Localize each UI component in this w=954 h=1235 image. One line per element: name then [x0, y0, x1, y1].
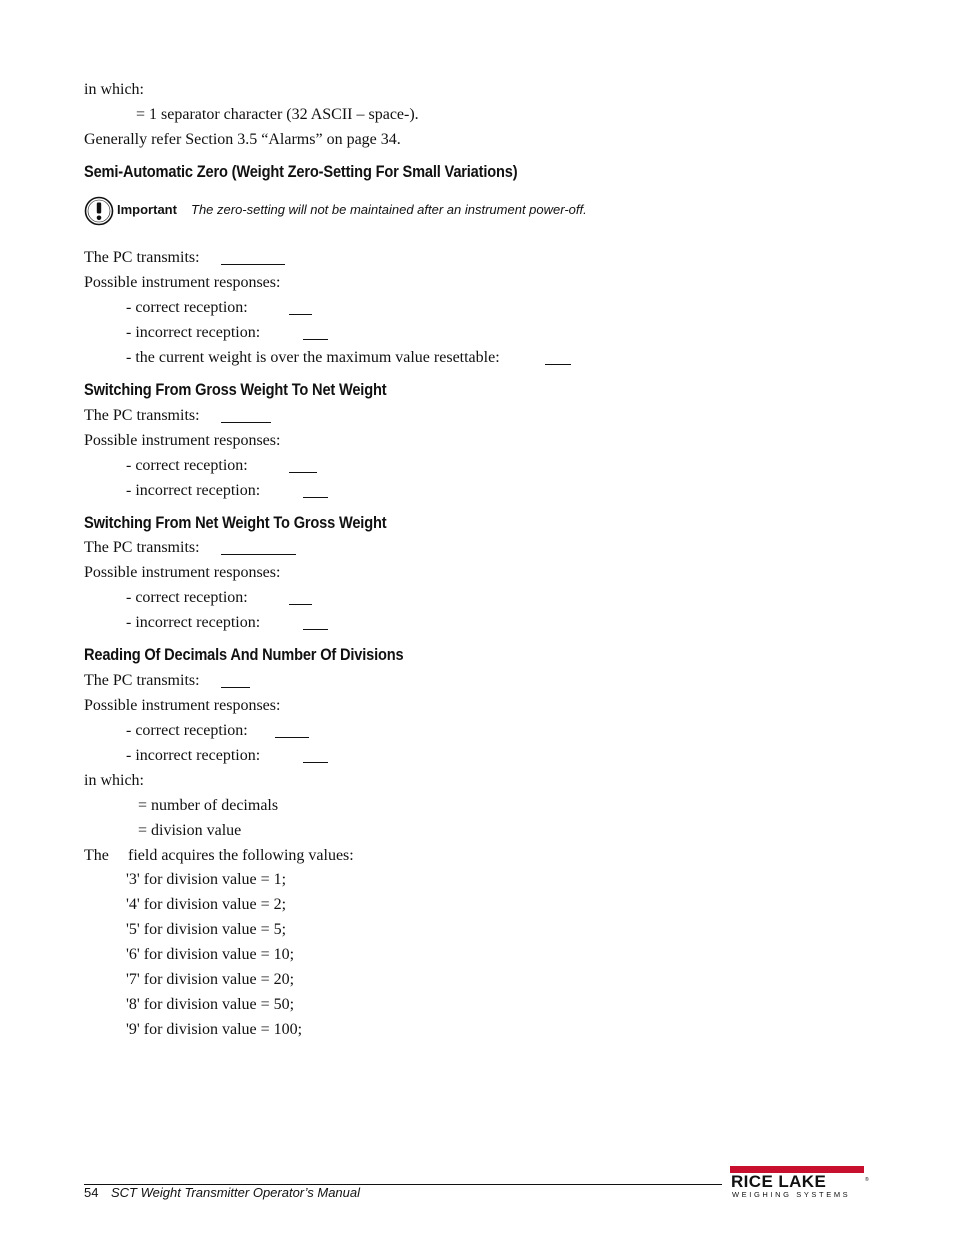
command-blank — [221, 264, 285, 265]
decimals-definition: = number of decimals — [138, 797, 279, 814]
responses-label: Possible instrument responses: — [84, 432, 281, 449]
in-which-label: in which: — [84, 772, 144, 789]
command-blank — [221, 554, 296, 555]
important-icon — [84, 196, 114, 226]
correct-reception-label: - correct reception: — [126, 722, 248, 739]
logo-brand-text: RICE LAKE — [731, 1172, 827, 1191]
responses-label: Possible instrument responses: — [84, 697, 281, 714]
correct-reception-label: - correct reception: — [126, 299, 248, 316]
section-heading-gross-to-net: Switching From Gross Weight To Net Weight — [84, 380, 387, 399]
response-blank — [303, 497, 328, 498]
division-value-item: '6' for division value = 10; — [126, 946, 295, 963]
response-blank — [303, 339, 328, 340]
response-blank — [289, 472, 317, 473]
pc-transmits-label: The PC transmits: — [84, 407, 200, 424]
separator-definition: = 1 separator character (32 ASCII – space-). — [136, 106, 419, 123]
in-which-label: in which: — [84, 81, 144, 98]
response-blank — [303, 762, 328, 763]
section-heading-semi-automatic-zero: Semi-Automatic Zero (Weight Zero-Setting For Small Variations) — [84, 162, 518, 181]
rice-lake-logo — [730, 1166, 868, 1200]
manual-title: SCT Weight Transmitter Operator’s Manual — [111, 1185, 361, 1200]
response-blank — [289, 314, 312, 315]
division-definition: = division value — [138, 822, 242, 839]
pc-transmits-label: The PC transmits: — [84, 539, 200, 556]
alarms-reference: Generally refer Section 3.5 “Alarms” on page 34. — [84, 131, 401, 148]
incorrect-reception-label: - incorrect reception: — [126, 747, 261, 764]
division-value-item: '9' for division value = 100; — [126, 1021, 303, 1038]
division-value-item: '8' for division value = 50; — [126, 996, 295, 1013]
response-blank — [545, 364, 571, 365]
command-blank — [221, 687, 250, 688]
field-the-word: The — [84, 847, 109, 864]
section-heading-decimals-divisions: Reading Of Decimals And Number Of Divisions — [84, 645, 404, 664]
important-label: Important — [117, 202, 177, 217]
response-blank — [289, 604, 312, 605]
over-max-label: - the current weight is over the maximum value resettable: — [126, 349, 500, 366]
division-value-item: '4' for division value = 2; — [126, 896, 287, 913]
incorrect-reception-label: - incorrect reception: — [126, 614, 261, 631]
division-value-item: '7' for division value = 20; — [126, 971, 295, 988]
pc-transmits-label: The PC transmits: — [84, 672, 200, 689]
correct-reception-label: - correct reception: — [126, 589, 248, 606]
field-values-intro: field acquires the following values: — [128, 847, 354, 864]
response-blank — [303, 629, 328, 630]
incorrect-reception-label: - incorrect reception: — [126, 324, 261, 341]
responses-label: Possible instrument responses: — [84, 274, 281, 291]
division-value-item: '3' for division value = 1; — [126, 871, 287, 888]
section-heading-net-to-gross: Switching From Net Weight To Gross Weight — [84, 513, 387, 532]
pc-transmits-label: The PC transmits: — [84, 249, 200, 266]
svg-text:®: ® — [865, 1177, 869, 1183]
division-value-item: '5' for division value = 5; — [126, 921, 287, 938]
response-blank — [275, 737, 309, 738]
important-note: The zero-setting will not be maintained after an instrument power-off. — [191, 202, 587, 217]
command-blank — [221, 422, 271, 423]
responses-label: Possible instrument responses: — [84, 564, 281, 581]
incorrect-reception-label: - incorrect reception: — [126, 482, 261, 499]
logo-sub-text: WEIGHING SYSTEMS — [732, 1190, 851, 1199]
page-number: 54 — [84, 1185, 99, 1200]
correct-reception-label: - correct reception: — [126, 457, 248, 474]
